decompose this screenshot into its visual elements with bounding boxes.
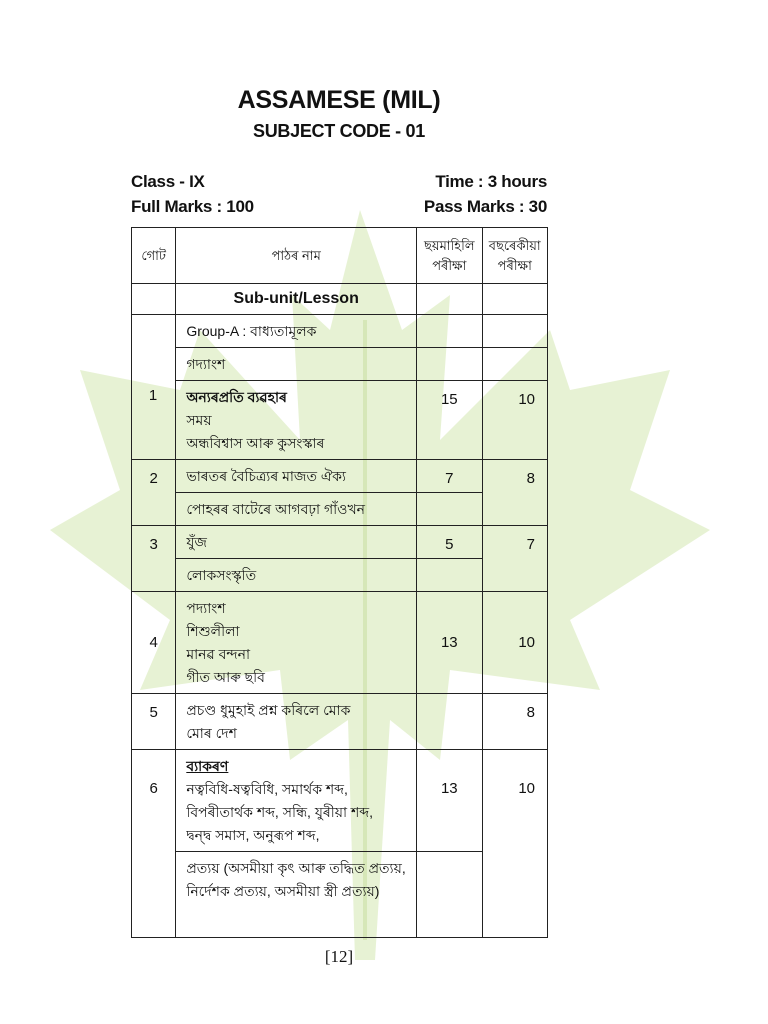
table-row bbox=[132, 348, 548, 381]
table-row bbox=[132, 381, 548, 460]
group-a-label: Group-A : বাধ্যতামূলক bbox=[176, 315, 417, 348]
header-half-yearly: ছয়মাহিলি পৰীক্ষা bbox=[417, 228, 482, 284]
unit-6-half-marks: 13 bbox=[417, 750, 482, 852]
unit-4-annual-marks: 10 bbox=[482, 592, 547, 694]
table-row bbox=[132, 694, 548, 750]
unit-6-number: 6 bbox=[132, 750, 176, 938]
page-number: [12] bbox=[324, 947, 354, 966]
unit-4-half-marks: 13 bbox=[417, 592, 482, 694]
unit-4-number: 4 bbox=[132, 592, 176, 694]
unit-3-extra-lesson: লোকসংস্কৃতি bbox=[176, 559, 417, 592]
unit-2-annual-marks: 8 bbox=[482, 460, 547, 526]
unit-3-annual-marks: 7 bbox=[482, 526, 547, 592]
table-row bbox=[132, 460, 548, 493]
unit-5-annual-marks: 8 bbox=[482, 694, 547, 750]
table-header-row bbox=[132, 228, 548, 284]
table-row bbox=[132, 592, 548, 694]
subject-code: SUBJECT CODE - 01 bbox=[253, 121, 425, 141]
unit-5-lessons: প্ৰচণ্ড ধুমুহাই প্ৰশ্ন কৰিলে মোক মোৰ দেশ bbox=[176, 694, 417, 750]
subunit-header: Sub-unit/Lesson bbox=[176, 284, 417, 315]
unit-3-lesson: যুঁজ bbox=[176, 526, 417, 559]
table-row bbox=[132, 750, 548, 852]
unit-2-extra-lesson: পোহৰৰ বাটেৰে আগবঢ়া গাঁওখন bbox=[176, 493, 417, 526]
unit-2-number: 2 bbox=[132, 460, 176, 526]
unit-3-half-marks: 5 bbox=[417, 526, 482, 559]
time-label: Time : 3 hours bbox=[435, 172, 547, 191]
header-annual: বছৰেকীয়া পৰীক্ষা bbox=[482, 228, 547, 284]
unit-1-half-marks: 15 bbox=[417, 381, 482, 460]
unit-2-half-marks: 7 bbox=[417, 460, 482, 493]
full-marks-label: Full Marks : 100 bbox=[131, 197, 254, 216]
subunit-header-row bbox=[132, 284, 548, 315]
unit-4-lessons: পদ্যাংশ শিশুলীলা মানৱ বন্দনা গীত আৰু ছবি bbox=[176, 592, 417, 694]
header-unit: গোট bbox=[132, 228, 176, 284]
unit-3-number: 3 bbox=[132, 526, 176, 592]
table-row bbox=[132, 315, 548, 348]
unit-6-extra-lessons: প্ৰত্যয় (অসমীয়া কৃৎ আৰু তদ্ধিত প্ৰত্যয়, নিৰ্দেশক প্ৰত্যয়, অসমীয়া স্ত্ৰী প্ৰত্যয়) bbox=[176, 852, 417, 938]
header-lesson-name: পাঠৰ নাম bbox=[176, 228, 417, 284]
unit-6-lessons: ব্যাকৰণ নত্ববিধি-ষত্ববিধি, সমাৰ্থক শব্দ, বিপৰীতাৰ্থক শব্দ, সন্ধি, যুৰীয়া শব্দ, দ্বন্দ্ব সমাস, অনুৰূপ শব্দ, bbox=[176, 750, 417, 852]
unit-1-number: 1 bbox=[148, 387, 158, 404]
document-title: ASSAMESE (MIL) bbox=[237, 86, 441, 114]
unit-5-half-marks bbox=[417, 694, 482, 750]
pass-marks-label: Pass Marks : 30 bbox=[423, 197, 547, 216]
unit-1-lessons: অন্যৰপ্ৰতি ব্যৱহাৰ সময় অন্ধবিশ্বাস আৰু কুসংস্কাৰ bbox=[176, 381, 417, 460]
syllabus-table bbox=[131, 227, 548, 938]
unit-1-annual-marks: 10 bbox=[482, 381, 547, 460]
unit-5-number: 5 bbox=[132, 694, 176, 750]
table-row bbox=[132, 526, 548, 559]
unit-2-lesson: ভাৰতৰ বৈচিত্ৰ্যৰ মাজত ঐক্য bbox=[176, 460, 417, 493]
unit-6-annual-marks: 10 bbox=[482, 750, 547, 938]
prose-label: গদ্যাংশ bbox=[176, 348, 417, 381]
class-label: Class - IX bbox=[131, 172, 205, 191]
